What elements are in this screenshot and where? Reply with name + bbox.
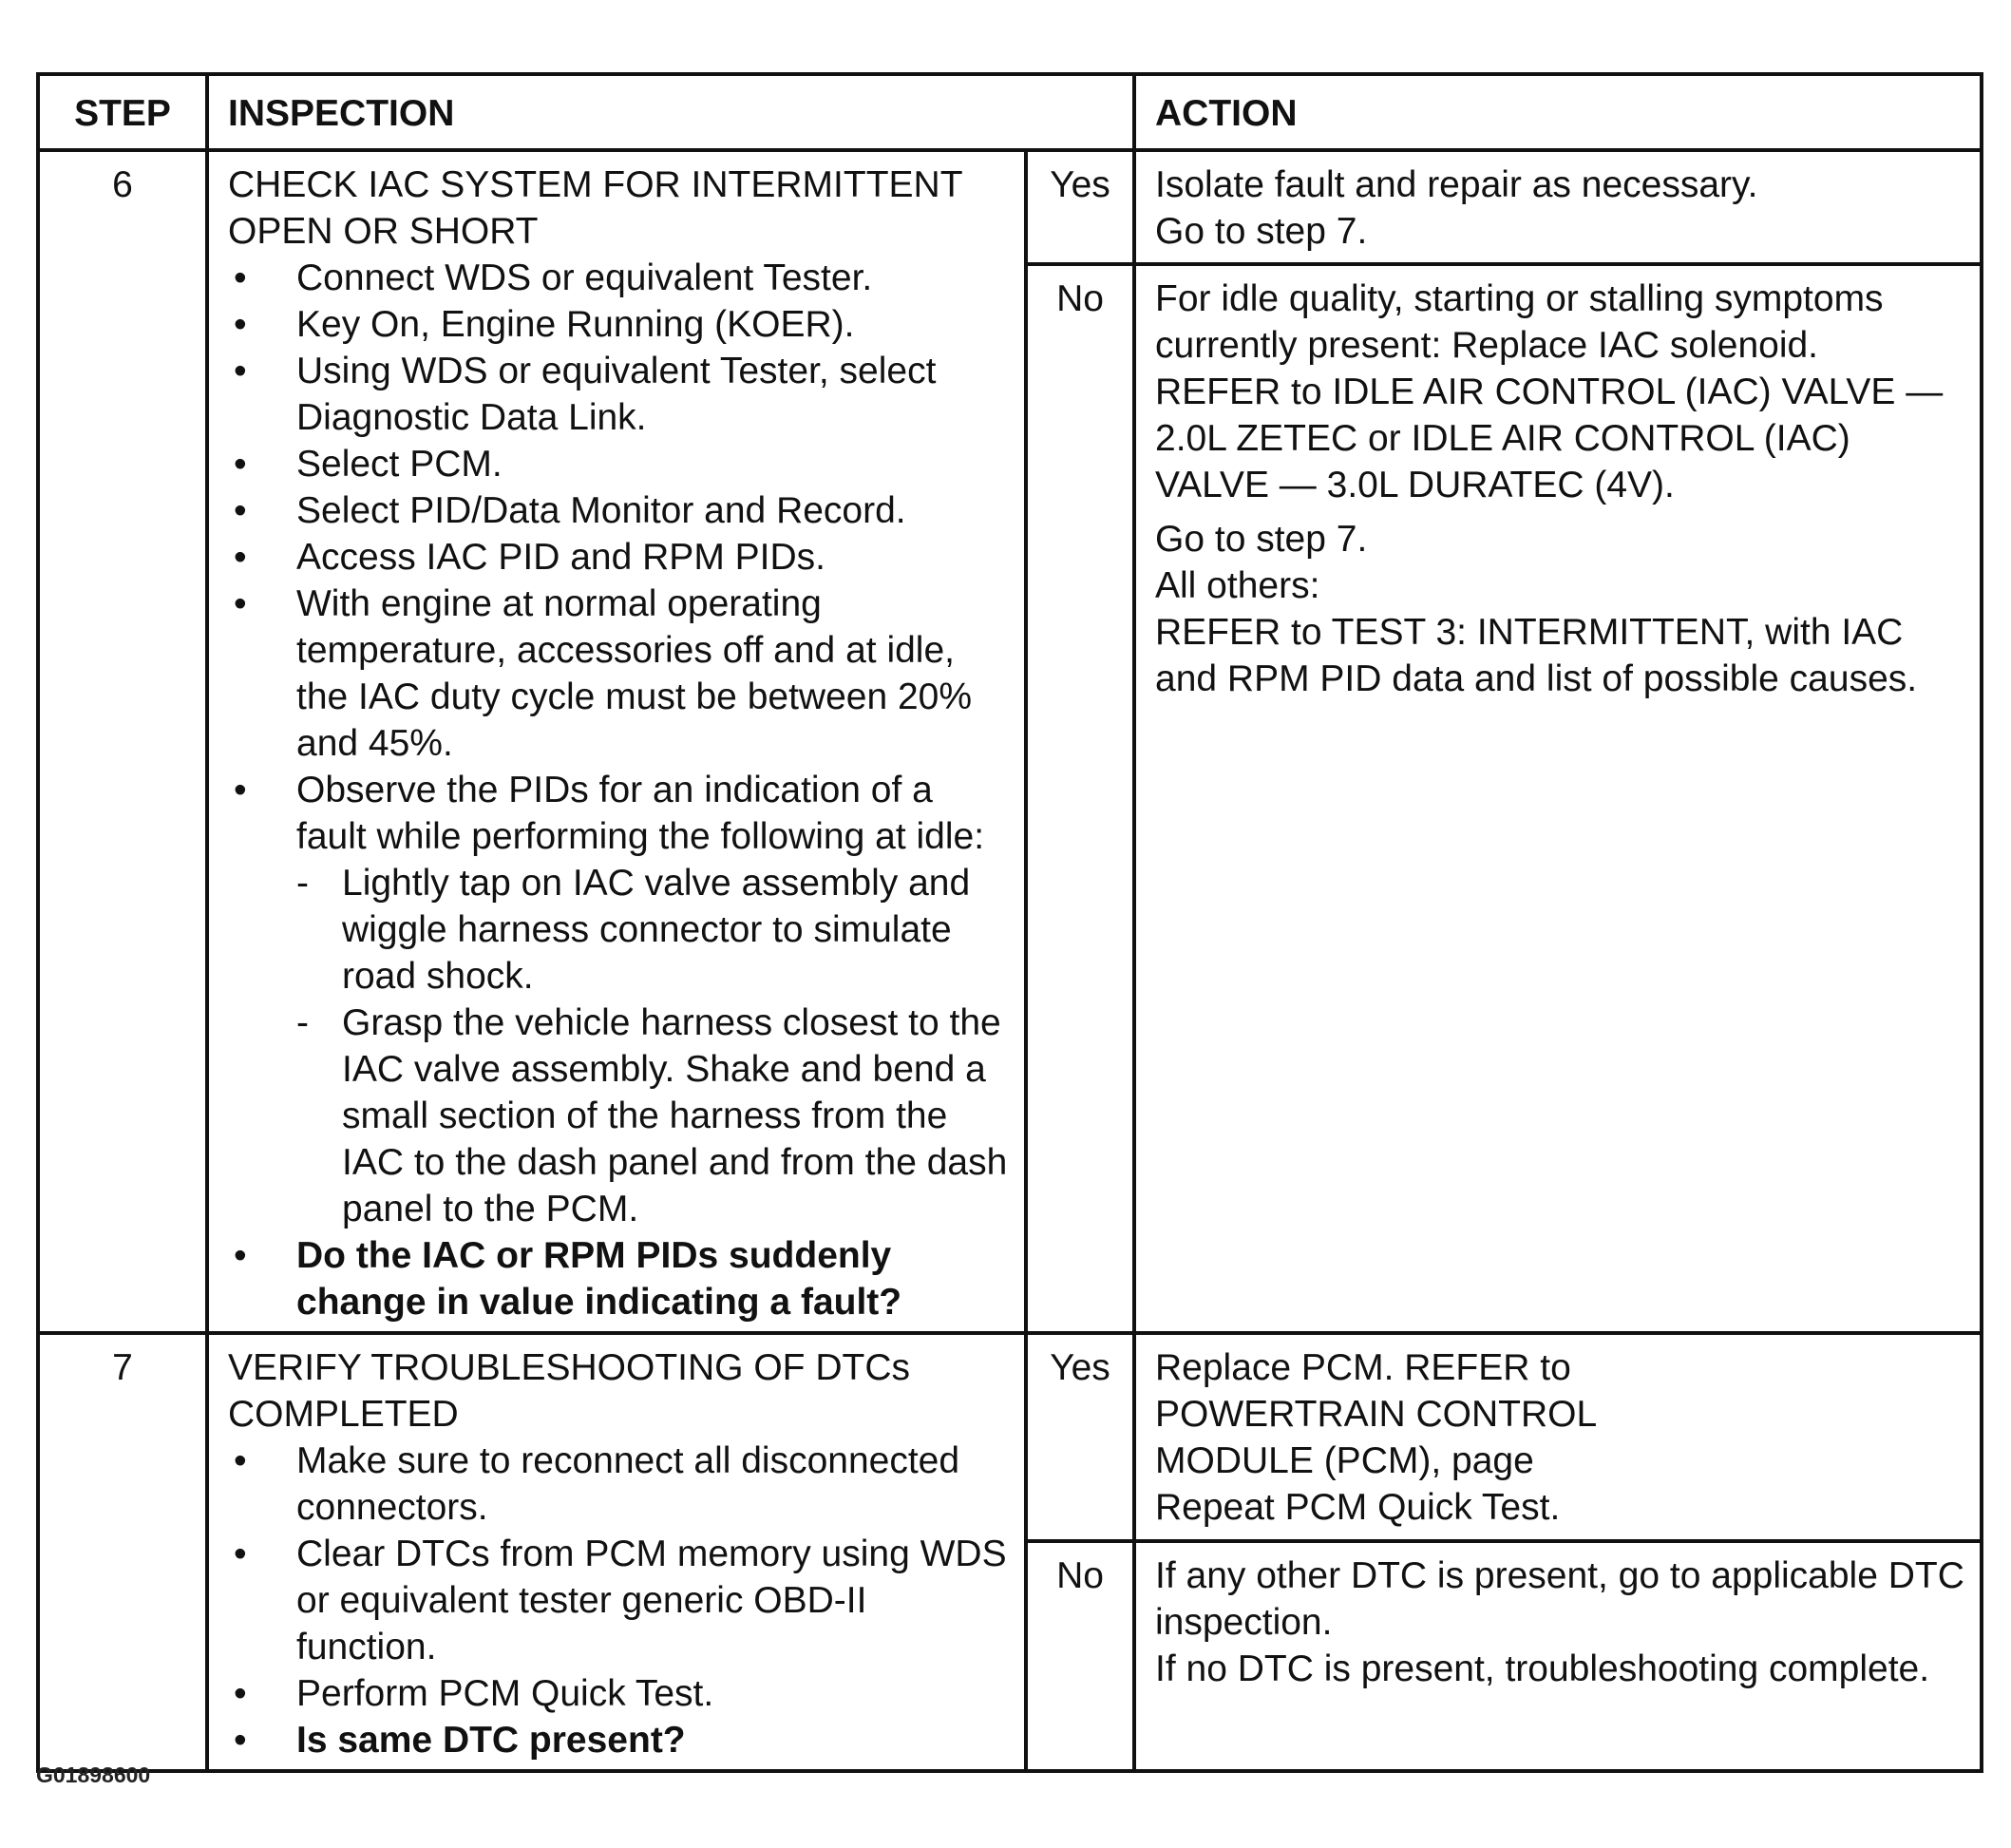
sub-list-item: - Grasp the vehicle harness closest to the IAC valve assembly. Shake and bend a small section of the harness from the IAC to the dash panel and from the dash panel to the PCM.	[296, 1000, 1013, 1232]
bullet-icon: •	[234, 1673, 247, 1714]
step-7-inspection	[207, 1333, 1026, 1771]
header-row	[38, 74, 1982, 150]
bullet-icon: •	[234, 1235, 247, 1276]
no-label: No	[1026, 264, 1134, 1333]
bullet-icon: •	[234, 490, 247, 531]
bullet-icon: •	[234, 444, 247, 485]
list-item: • Make sure to reconnect all disconnected connectors.	[228, 1438, 1013, 1531]
inspection-question: Do the IAC or RPM PIDs suddenly change in value indicating a fault?	[296, 1235, 902, 1323]
inspection-title: CHECK IAC SYSTEM FOR INTERMITTENT OPEN OR SHORT	[228, 164, 962, 252]
bullet-icon: •	[234, 1720, 247, 1761]
bullet-icon: •	[234, 351, 247, 391]
sub-bullets	[296, 860, 1013, 1232]
sub-list-item: - Lightly tap on IAC valve assembly and wiggle harness connector to simulate road shock.	[296, 860, 1013, 1000]
diagnostic-table	[36, 72, 1983, 1773]
bullet-icon: •	[234, 304, 247, 345]
step-number: 7	[38, 1333, 207, 1771]
bullet-icon: •	[234, 583, 247, 624]
bullet-icon: •	[234, 1440, 247, 1481]
list-item: • With engine at normal operating temperature, accessories off and at idle, the IAC duty cycle must be between 20% and 45%.	[228, 581, 1013, 767]
inspection-bullets	[228, 255, 1013, 1325]
yes-action: Isolate fault and repair as necessary. Go to step 7.	[1134, 150, 1982, 264]
list-item: • Perform PCM Quick Test.	[228, 1670, 1013, 1717]
no-action: For idle quality, starting or stalling symptoms currently present: Replace IAC solenoid. REFER to IDLE AIR CONTROL (IAC) VALVE — 2.0L ZETEC or IDLE AIR CONTROL (IAC) VALVE — 3.0L DURATEC (4V). Go to step 7. All others: REFER to TEST 3: INTERMITTENT, with IAC and RPM PID data and list of possible causes.	[1134, 264, 1982, 1333]
list-item: • Select PID/Data Monitor and Record.	[228, 487, 1013, 534]
inspection-title: VERIFY TROUBLESHOOTING OF DTCs COMPLETED	[228, 1347, 910, 1435]
header-action: ACTION	[1134, 74, 1982, 150]
list-item	[228, 1717, 1013, 1763]
list-item: • Clear DTCs from PCM memory using WDS or equivalent tester generic OBD-II function.	[228, 1531, 1013, 1670]
bullet-icon: •	[234, 257, 247, 298]
figure-id: G01898600	[36, 1762, 151, 1787]
header-step: STEP	[38, 74, 207, 150]
bullet-icon: •	[234, 1534, 247, 1574]
step-6-inspection	[207, 150, 1026, 1333]
step-7-yes-row	[38, 1333, 1982, 1541]
no-label: No	[1026, 1541, 1134, 1771]
yes-action: Replace PCM. REFER to POWERTRAIN CONTROL MODULE (PCM), page Repeat PCM Quick Test.	[1134, 1333, 1982, 1541]
list-item: • Access IAC PID and RPM PIDs.	[228, 534, 1013, 581]
yes-label: Yes	[1026, 1333, 1134, 1541]
header-inspection: INSPECTION	[207, 74, 1134, 150]
inspection-question: Is same DTC present?	[296, 1720, 686, 1761]
list-item: • Select PCM.	[228, 441, 1013, 487]
list-item: • Connect WDS or equivalent Tester.	[228, 255, 1013, 301]
dash-icon: -	[296, 863, 309, 904]
list-item: • Key On, Engine Running (KOER).	[228, 301, 1013, 348]
list-item	[228, 1232, 1013, 1325]
step-number: 6	[38, 150, 207, 1333]
bullet-icon: •	[234, 770, 247, 810]
bullet-icon: •	[234, 537, 247, 578]
list-item: • Using WDS or equivalent Tester, select Diagnostic Data Link.	[228, 348, 1013, 441]
no-action: If any other DTC is present, go to applicable DTC inspection. If no DTC is present, troubleshooting complete.	[1134, 1541, 1982, 1771]
inspection-bullets	[228, 1438, 1013, 1763]
list-item: • Observe the PIDs for an indication of a fault while performing the following at idle: - Lightly tap on IAC valve assembly and wiggle harness connector to simulate road shock. - Grasp the vehicle harness closest to the IAC valve assembly. Shake and bend a small section of the harness from the IAC to the dash panel and from the dash panel to the PCM.	[228, 767, 1013, 1232]
yes-label: Yes	[1026, 150, 1134, 264]
step-6-yes-row	[38, 150, 1982, 264]
dash-icon: -	[296, 1002, 309, 1043]
